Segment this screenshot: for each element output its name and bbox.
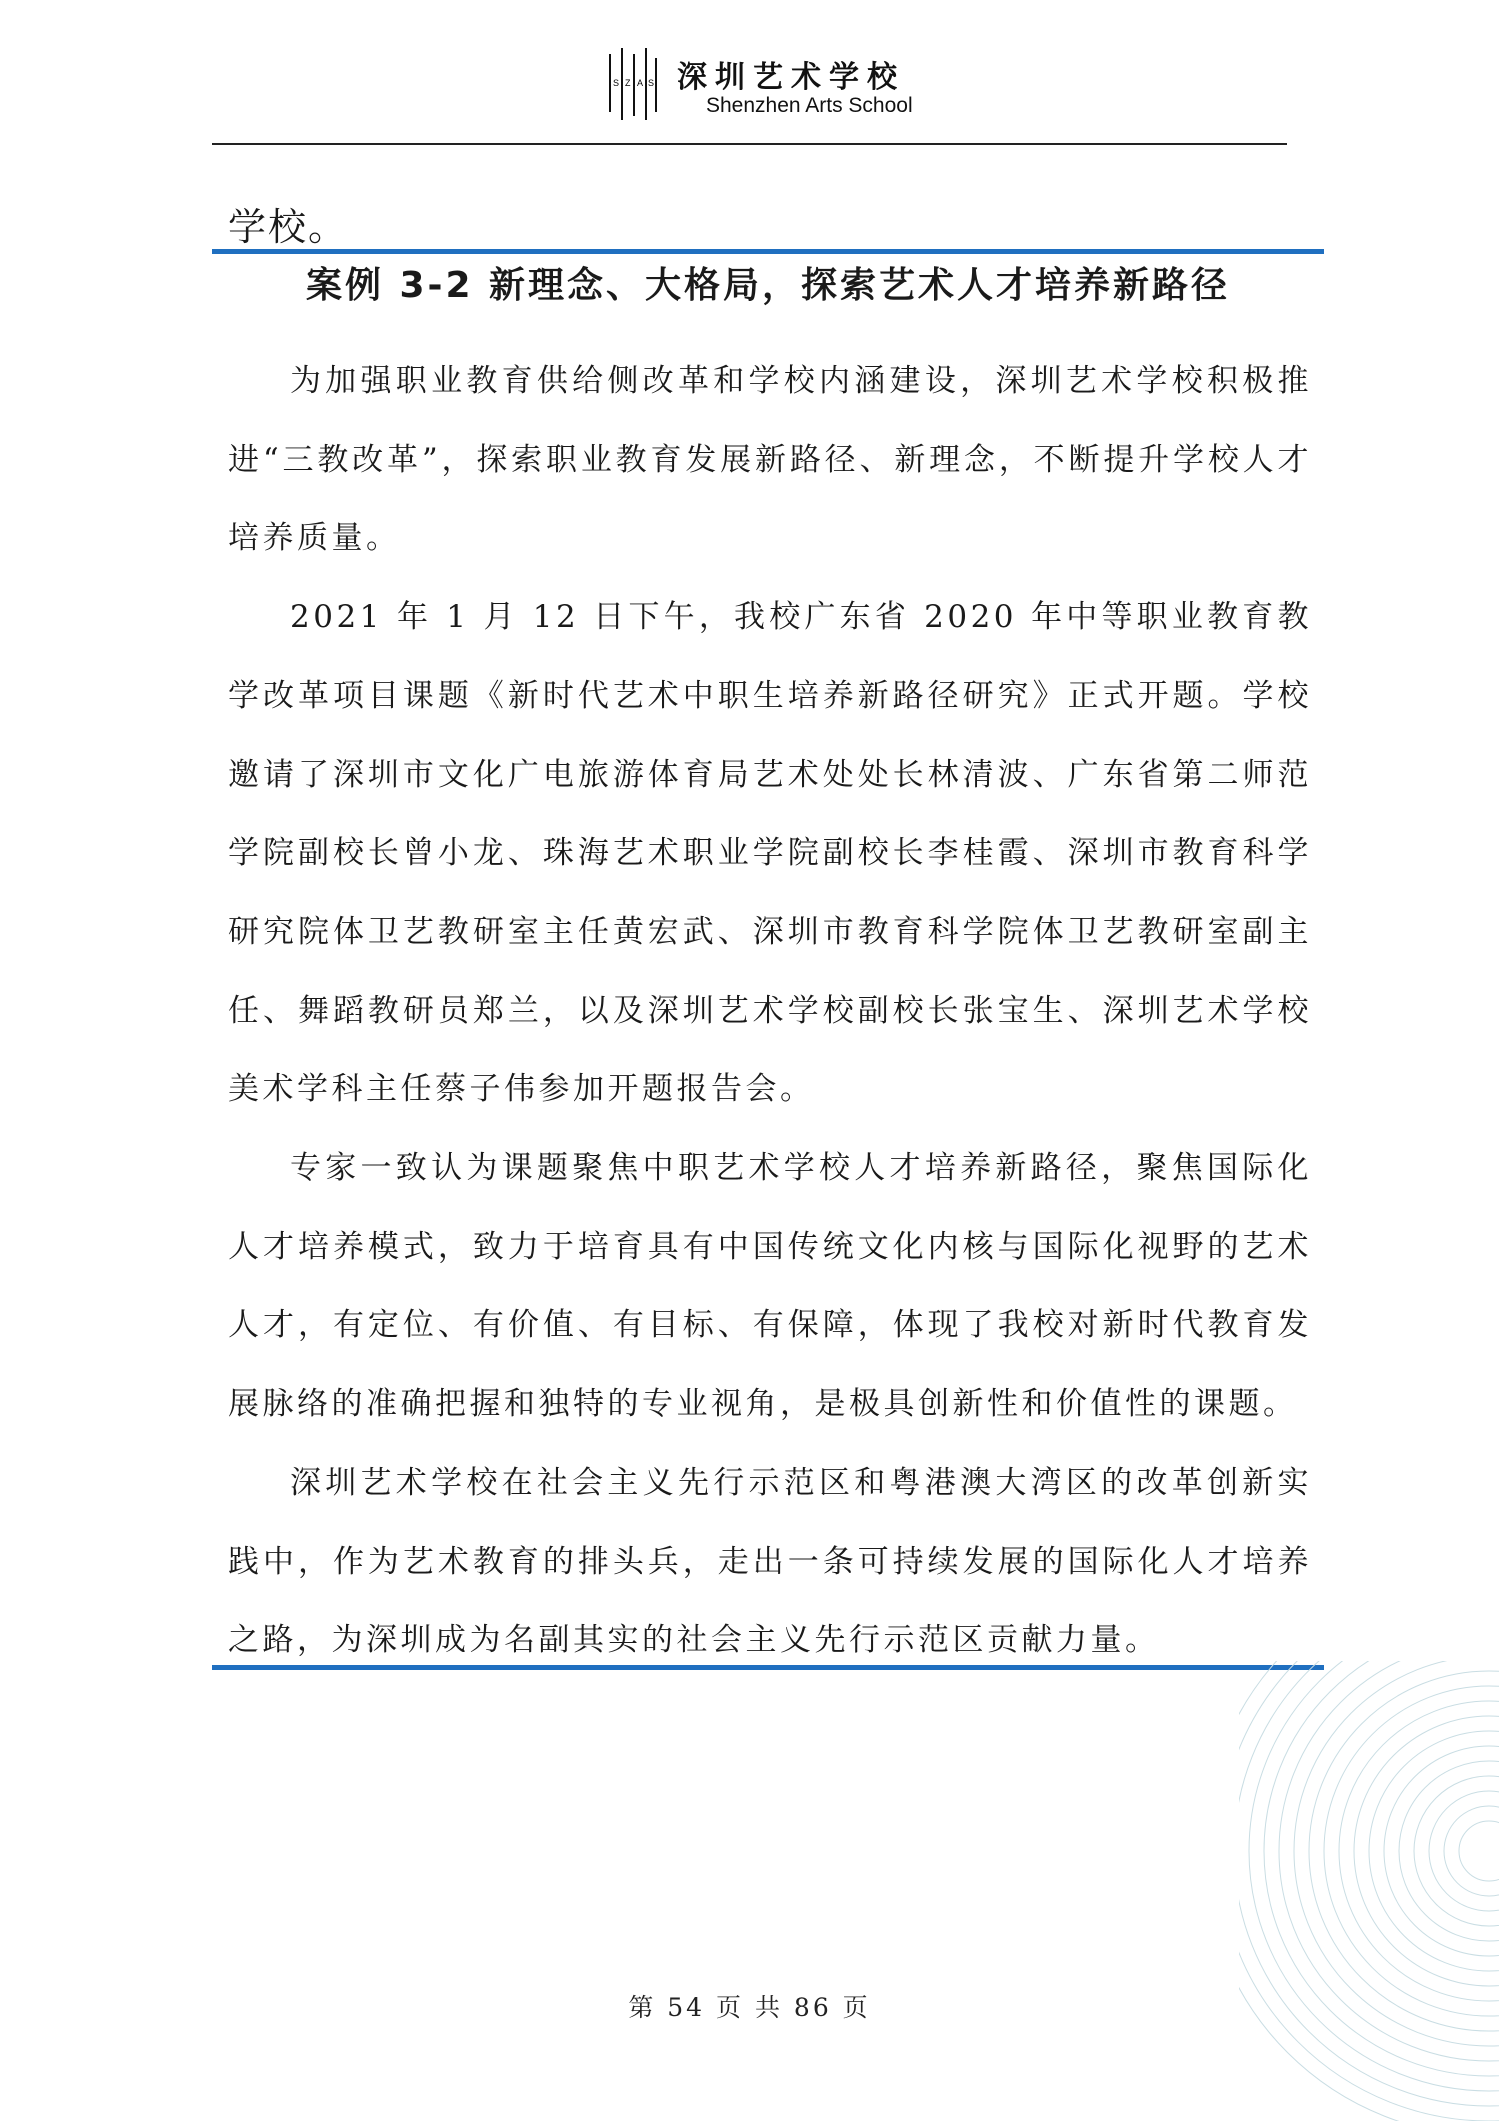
continued-text: 学校。: [228, 205, 349, 249]
paragraph: 深圳艺术学校在社会主义先行示范区和粤港澳大湾区的改革创新实践中，作为艺术教育的排头兵，走出一条可持续发展的国际化人才培养之路，为深圳成为名副其实的社会主义先行示范区贡献力量。: [228, 1464, 1312, 1659]
logo-letter: S: [648, 78, 655, 88]
case-box-top-rule: [212, 249, 1324, 254]
school-name-cn: 深圳艺术学校: [677, 60, 905, 95]
page-header: [0, 48, 1499, 128]
school-name-en: Shenzhen Arts School: [706, 94, 913, 117]
paragraph: 为加强职业教育供给侧改革和学校内涵建设，深圳艺术学校积极推进“三教改革”，探索职业教育发展新路径、新理念，不断提升学校人才培养质量。: [228, 363, 1312, 557]
paragraph: 2021 年 1 月 12 日下午，我校广东省 2020 年中等职业教育教学改革项目课题《新时代艺术中职生培养新路径研究》正式开题。学校邀请了深圳市文化广电旅游体育局艺术处处长林清波、广东省第二师范学院副校长曾小龙、珠海艺术职业学院副校长李桂霞、深圳市教育科学研究院体卫艺教研室主任黄宏武、深圳市教育科学院体卫艺教研室副主任、舞蹈教研员郑兰，以及深圳艺术学校副校长张宝生、深圳艺术学校美术学科主任蔡子伟参加开题报告会。: [228, 599, 1312, 1108]
page-number: 第 54 页 共 86 页: [628, 1993, 871, 2022]
case-box-bottom-rule: [212, 1665, 1324, 1670]
case-body: [228, 342, 1312, 1680]
header-divider: [212, 143, 1287, 145]
case-title: 案例 3-2 新理念、大格局，探索艺术人才培养新路径: [305, 265, 1231, 306]
paragraph: 专家一致认为课题聚焦中职艺术学校人才培养新路径，聚焦国际化人才培养模式，致力于培育具有中国传统文化内核与国际化视野的艺术人才，有定位、有价值、有目标、有保障，体现了我校对新时代教育发展脉络的准确把握和独特的专业视角，是极具创新性和价值性的课题。: [228, 1150, 1312, 1423]
logo-letter: A: [637, 78, 644, 88]
decorative-circles: [1239, 1661, 1499, 2121]
logo-letter: Z: [625, 78, 631, 88]
logo-letter: S: [613, 78, 620, 88]
school-logo: [608, 48, 658, 122]
